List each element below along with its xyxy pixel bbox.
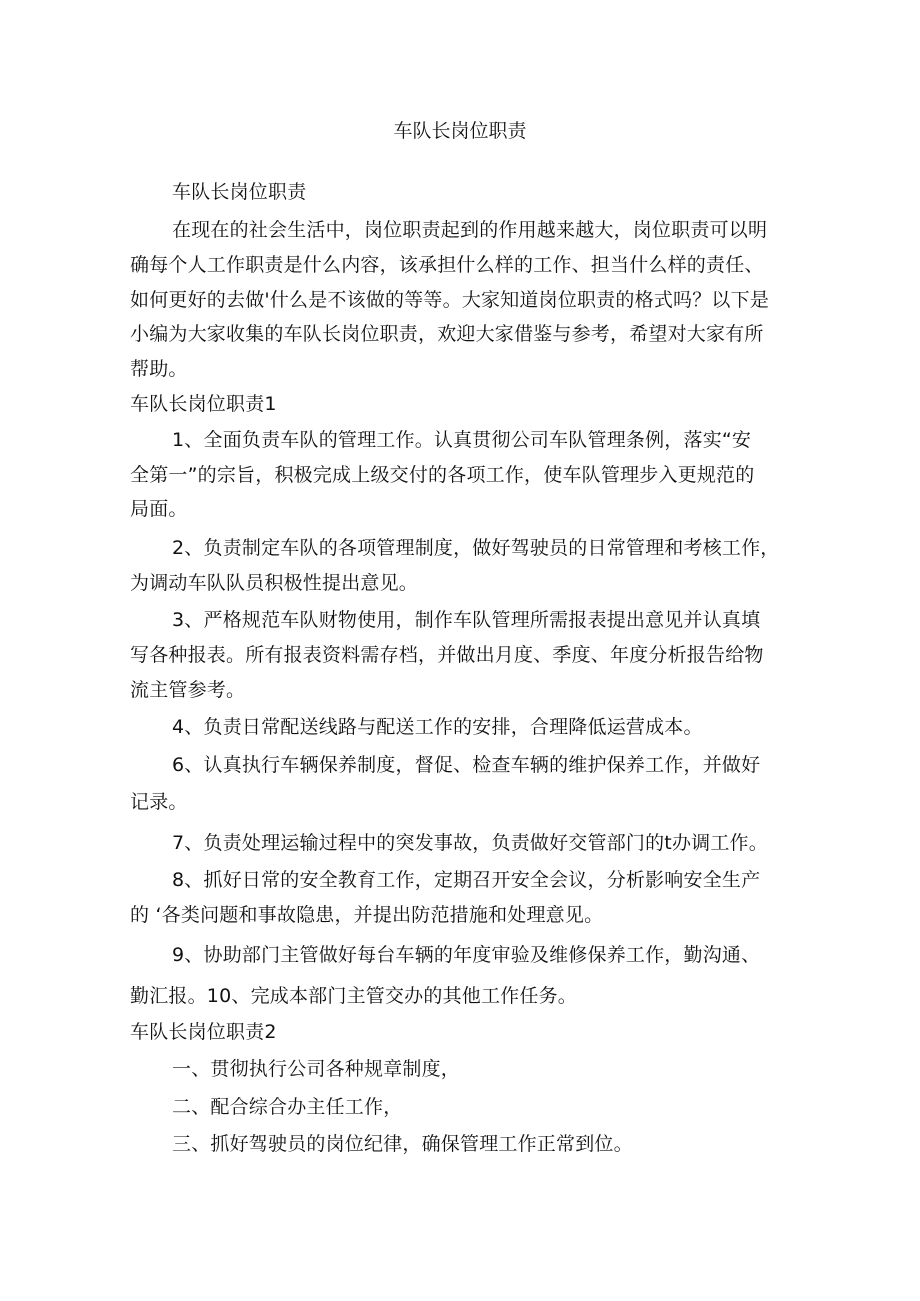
paragraph-line: 帮助。 [130, 358, 188, 380]
paragraph-line: 在现在的社会生活中，岗位职责起到的作用越来越大，岗位职责可以明 [172, 219, 768, 241]
paragraph-line: 写各种报表。所有报表资料需存档，并做出月度、季度、年度分析报告给物 [130, 644, 764, 666]
paragraph-line: 8、抓好日常的安全教育工作，定期召开安全会议，分析影响安全生产 [172, 869, 761, 891]
section-heading: 车队长岗位职责2 [130, 1021, 277, 1043]
paragraph-line: 4、负责日常配送线路与配送工作的安排，合理降低运营成本。 [172, 716, 703, 738]
paragraph-line: 为调动车队队员积极性提出意见。 [130, 572, 419, 594]
paragraph-line: 全第一”的宗旨，积极完成上级交付的各项工作，使车队管理步入更规范的 [130, 464, 755, 486]
paragraph-line: 1、全面负责车队的管理工作。认真贯彻公司车队管理条例，落实“安 [172, 429, 752, 451]
paragraph-line: 记录。 [130, 791, 188, 813]
paragraph-line: 三、抓好驾驶员的岗位纪律，确保管理工作正常到位。 [172, 1133, 633, 1155]
paragraph-line: 小编为大家收集的车队长岗位职责，欢迎大家借鉴与参考，希望对大家有所 [130, 323, 764, 345]
paragraph-line: 3、严格规范车队财物使用，制作车队管理所需报表提出意见并认真填 [172, 609, 761, 631]
paragraph-line: 二、配合综合办主任工作， [172, 1096, 403, 1118]
paragraph-line: 6、认真执行车辆保养制度，督促、检查车辆的维护保养工作，并做好 [172, 754, 761, 776]
section-heading: 车队长岗位职责1 [130, 393, 277, 415]
paragraph-line: 一、贯彻执行公司各种规章制度， [172, 1058, 461, 1080]
paragraph-line: 9、协助部门主管做好每台车辆的年度审验及维修保养工作，勤沟通、 [172, 944, 761, 966]
paragraph-line: 局面。 [130, 498, 188, 520]
document-title: 车队长岗位职责 [393, 120, 527, 142]
paragraph-line: 如何更好的去做'什么是不该做的等等。大家知道岗位职责的格式吗？以下是 [130, 289, 770, 311]
paragraph-line: 2、负责制定车队的各项管理制度，做好驾驶员的日常管理和考核工作， [172, 537, 780, 559]
paragraph-line: 勤汇报。10、完成本部门主管交办的其他工作任务。 [130, 985, 577, 1007]
paragraph-line: 流主管参考。 [130, 679, 246, 701]
section-heading: 车队长岗位职责 [172, 181, 307, 203]
paragraph-line: 的 ‘各类问题和事故隐患，并提出防范措施和处理意见。 [130, 904, 604, 926]
paragraph-line: 确每个人工作职责是什么内容，该承担什么样的工作、担当什么样的责任、 [130, 254, 764, 276]
paragraph-line: 7、负责处理运输过程中的突发事故，负责做好交管部门的t办调工作。 [172, 832, 768, 854]
